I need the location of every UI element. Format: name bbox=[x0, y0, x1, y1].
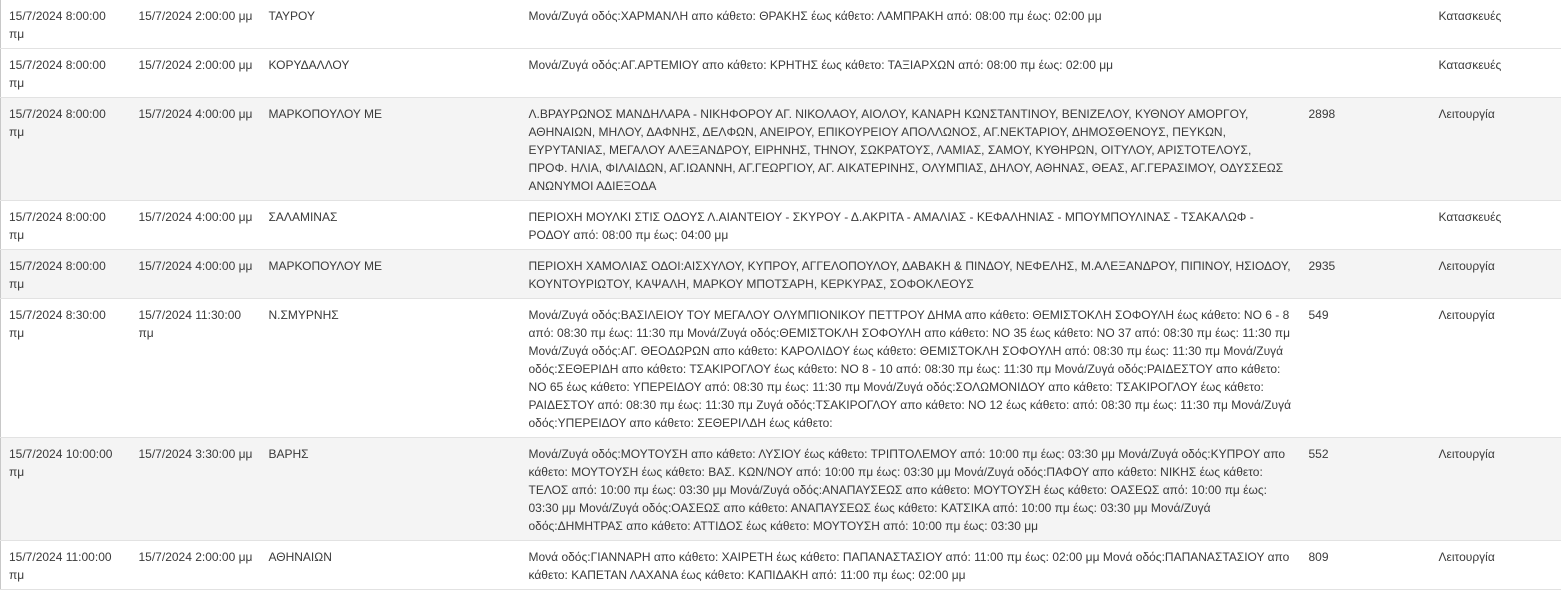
area-cell: ΚΟΡΥΔΑΛΛΟΥ bbox=[261, 49, 521, 98]
type-cell: Κατασκευές bbox=[1431, 201, 1561, 250]
description-cell: Μονά οδός:ΓΙΑΝΝΑΡΗ απο κάθετο: ΧΑΙΡΕΤΗ έως κάθετο: ΠΑΠΑΝΑΣΤΑΣΙΟΥ από: 11:00 πμ έως: 02:00 μμ Μονά οδός:ΠΑΠΑΝΑΣΤΑΣΙΟΥ απο κάθετο: ΚΑΠΕΤΑΝ ΛΑΧΑΝΑ έως κάθετο: ΚΑΠΙΔΑΚΗ από: 11:00 πμ έως: 02:00 μμ bbox=[521, 541, 1301, 590]
end-time-cell: 15/7/2024 2:00:00 μμ bbox=[131, 49, 261, 98]
start-time-cell: 15/7/2024 8:00:00 πμ bbox=[1, 0, 131, 49]
outage-table-body bbox=[1, 0, 1561, 590]
number-cell: 2898 bbox=[1301, 98, 1431, 201]
table-row bbox=[1, 438, 1561, 541]
description-cell: Μονά/Ζυγά οδός:ΑΓ.ΑΡΤΕΜΙΟΥ απο κάθετο: ΚΡΗΤΗΣ έως κάθετο: ΤΑΞΙΑΡΧΩΝ από: 08:00 πμ έως: 02:00 μμ bbox=[521, 49, 1301, 98]
number-cell bbox=[1301, 49, 1431, 98]
number-cell: 552 bbox=[1301, 438, 1431, 541]
area-cell: ΜΑΡΚΟΠΟΥΛΟΥ ΜΕ bbox=[261, 98, 521, 201]
area-cell: ΑΘΗΝΑΙΩΝ bbox=[261, 541, 521, 590]
end-time-cell: 15/7/2024 11:30:00 πμ bbox=[131, 299, 261, 438]
type-cell: Λειτουργία bbox=[1431, 250, 1561, 299]
table-row bbox=[1, 541, 1561, 590]
table-row bbox=[1, 299, 1561, 438]
area-cell: ΜΑΡΚΟΠΟΥΛΟΥ ΜΕ bbox=[261, 250, 521, 299]
type-cell: Λειτουργία bbox=[1431, 541, 1561, 590]
end-time-cell: 15/7/2024 4:00:00 μμ bbox=[131, 201, 261, 250]
type-cell: Κατασκευές bbox=[1431, 0, 1561, 49]
end-time-cell: 15/7/2024 2:00:00 μμ bbox=[131, 0, 261, 49]
type-cell: Λειτουργία bbox=[1431, 98, 1561, 201]
description-cell: Μονά/Ζυγά οδός:ΜΟΥΤΟΥΣΗ απο κάθετο: ΛΥΣΙΟΥ έως κάθετο: ΤΡΙΠΤΟΛΕΜΟΥ από: 10:00 πμ έως: 03:30 μμ Μονά/Ζυγά οδός:ΚΥΠΡΟΥ απο κάθετο: ΜΟΥΤΟΥΣΗ έως κάθετο: ΒΑΣ. ΚΩΝ/ΝΟΥ από: 10:00 πμ έως: 03:30 μμ Μονά/Ζυγά οδός:ΠΑΦΟΥ απο κάθετο: ΝΙΚΗΣ έως κάθετο: ΤΕΛΟΣ από: 10:00 πμ έως: 03:30 μμ Μονά/Ζυγά οδός:ΑΝΑΠΑΥΣΕΩΣ απο κάθετο: ΜΟΥΤΟΥΣΗ έως κάθετο: ΟΑΣΕΩΣ από: 10:00 πμ έως: 03:30 μμ Μονά/Ζυγά οδός:ΟΑΣΕΩΣ απο κάθετο: ΑΝΑΠΑΥΣΕΩΣ έως κάθετο: ΚΑΤΣΙΚΑ από: 10:00 πμ έως: 03:30 μμ Μονά/Ζυγά οδός:ΔΗΜΗΤΡΑΣ απο κάθετο: ΑΤΤΙΔΟΣ έως κάθετο: ΜΟΥΤΟΥΣΗ από: 10:00 πμ έως: 03:30 μμ bbox=[521, 438, 1301, 541]
number-cell: 809 bbox=[1301, 541, 1431, 590]
area-cell: ΤΑΥΡΟΥ bbox=[261, 0, 521, 49]
start-time-cell: 15/7/2024 10:00:00 πμ bbox=[1, 438, 131, 541]
start-time-cell: 15/7/2024 8:00:00 πμ bbox=[1, 201, 131, 250]
area-cell: ΒΑΡΗΣ bbox=[261, 438, 521, 541]
end-time-cell: 15/7/2024 4:00:00 μμ bbox=[131, 250, 261, 299]
type-cell: Λειτουργία bbox=[1431, 299, 1561, 438]
number-cell: 2935 bbox=[1301, 250, 1431, 299]
area-cell: ΣΑΛΑΜΙΝΑΣ bbox=[261, 201, 521, 250]
start-time-cell: 15/7/2024 11:00:00 πμ bbox=[1, 541, 131, 590]
end-time-cell: 15/7/2024 4:00:00 μμ bbox=[131, 98, 261, 201]
type-cell: Λειτουργία bbox=[1431, 438, 1561, 541]
end-time-cell: 15/7/2024 2:00:00 μμ bbox=[131, 541, 261, 590]
table-row bbox=[1, 49, 1561, 98]
number-cell bbox=[1301, 0, 1431, 49]
start-time-cell: 15/7/2024 8:00:00 πμ bbox=[1, 98, 131, 201]
description-cell: Μονά/Ζυγά οδός:ΧΑΡΜΑΝΛΗ απο κάθετο: ΘΡΑΚΗΣ έως κάθετο: ΛΑΜΠΡΑΚΗ από: 08:00 πμ έως: 02:00 μμ bbox=[521, 0, 1301, 49]
start-time-cell: 15/7/2024 8:30:00 πμ bbox=[1, 299, 131, 438]
table-row bbox=[1, 0, 1561, 49]
description-cell: ΠΕΡΙΟΧΗ ΜΟΥΛΚΙ ΣΤΙΣ ΟΔΟΥΣ Λ.ΑΙΑΝΤΕΙΟΥ - ΣΚΥΡΟΥ - Δ.ΑΚΡΙΤΑ - ΑΜΑΛΙΑΣ - ΚΕΦΑΛΗΝΙΑΣ - ΜΠΟΥΜΠΟΥΛΙΝΑΣ - ΤΣΑΚΑΛΩΦ - ΡΟΔΟΥ από: 08:00 πμ έως: 04:00 μμ bbox=[521, 201, 1301, 250]
description-cell: ΠΕΡΙΟΧΗ ΧΑΜΟΛΙΑΣ ΟΔΟΙ:ΑΙΣΧΥΛΟΥ, ΚΥΠΡΟΥ, ΑΓΓΕΛΟΠΟΥΛΟΥ, ΔΑΒΑΚΗ & ΠΙΝΔΟΥ, ΝΕΦΕΛΗΣ, Μ.ΑΛΕΞΑΝΔΡΟΥ, ΠΙΠΙΝΟΥ, ΗΣΙΟΔΟΥ, ΚΟΥΝΤΟΥΡΙΩΤΟΥ, ΚΑΨΑΛΗ, ΜΑΡΚΟΥ ΜΠΟΤΣΑΡΗ, ΚΕΡΚΥΡΑΣ, ΣΟΦΟΚΛΕΟΥΣ bbox=[521, 250, 1301, 299]
start-time-cell: 15/7/2024 8:00:00 πμ bbox=[1, 49, 131, 98]
description-cell: Μονά/Ζυγά οδός:ΒΑΣΙΛΕΙΟΥ ΤΟΥ ΜΕΓΑΛΟΥ ΟΛΥΜΠΙΟΝΙΚΟΥ ΠΕΤΤΡΟΥ ΔΗΜΑ απο κάθετο: ΘΕΜΙΣΤΟΚΛΗ ΣΟΦΟΥΛΗ έως κάθετο: ΝΟ 6 - 8 από: 08:30 πμ έως: 11:30 πμ Μονά/Ζυγά οδός:ΘΕΜΙΣΤΟΚΛΗ ΣΟΦΟΥΛΗ απο κάθετο: ΝΟ 35 έως κάθετο: ΝΟ 37 από: 08:30 πμ έως: 11:30 πμ Μονά/Ζυγά οδός:ΑΓ. ΘΕΟΔΩΡΩΝ απο κάθετο: ΚΑΡΟΛΙΔΟΥ έως κάθετο: ΘΕΜΙΣΤΟΚΛΗ ΣΟΦΟΥΛΗ από: 08:30 πμ έως: 11:30 πμ Μονά/Ζυγά οδός:ΣΕΘΕΡΙΔΗ απο κάθετο: ΤΣΑΚΙΡΟΓΛΟΥ έως κάθετο: ΝΟ 8 - 10 από: 08:30 πμ έως: 11:30 πμ Μονά/Ζυγά οδός:ΡΑΙΔΕΣΤΟΥ απο κάθετο: ΝΟ 65 έως κάθετο: ΥΠΕΡΕΙΔΟΥ από: 08:30 πμ έως: 11:30 πμ Μονά/Ζυγά οδός:ΣΟΛΩΜΟΝΙΔΟΥ απο κάθετο: ΤΣΑΚΙΡΟΓΛΟΥ έως κάθετο: ΡΑΙΔΕΣΤΟΥ από: 08:30 πμ έως: 11:30 πμ Ζυγά οδός:ΤΣΑΚΙΡΟΓΛΟΥ απο κάθετο: ΝΟ 12 έως κάθετο: από: 08:30 πμ έως: 11:30 πμ Μονά/Ζυγά οδός:ΥΠΕΡΕΙΔΟΥ απο κάθετο: ΣΕΘΕΡΙΛΔΗ έως κάθετο: bbox=[521, 299, 1301, 438]
table-row bbox=[1, 201, 1561, 250]
number-cell: 549 bbox=[1301, 299, 1431, 438]
end-time-cell: 15/7/2024 3:30:00 μμ bbox=[131, 438, 261, 541]
number-cell bbox=[1301, 201, 1431, 250]
table-row bbox=[1, 98, 1561, 201]
type-cell: Κατασκευές bbox=[1431, 49, 1561, 98]
description-cell: Λ.ΒΡΑΥΡΩΝΟΣ ΜΑΝΔΗΛΑΡΑ - ΝΙΚΗΦΟΡΟΥ ΑΓ. ΝΙΚΟΛΑΟΥ, ΑΙΟΛΟΥ, ΚΑΝΑΡΗ ΚΩΝΣΤΑΝΤΙΝΟΥ, ΒΕΝΙΖΕΛΟΥ, ΚΥΘΝΟΥ ΑΜΟΡΓΟΥ, ΑΘΗΝΑΙΩΝ, ΜΗΛΟΥ, ΔΑΦΝΗΣ, ΔΕΛΦΩΝ, ΑΝΕΙΡΟΥ, ΕΠΙΚΟΥΡΕΙΟΥ ΑΠΟΛΛΩΝΟΣ, ΑΓ.ΝΕΚΤΑΡΙΟΥ, ΔΗΜΟΣΘΕΝΟΥΣ, ΠΕΥΚΩΝ, ΕΥΡΥΤΑΝΙΑΣ, ΜΕΓΑΛΟΥ ΑΛΕΞΑΝΔΡΟΥ, ΕΙΡΗΝΗΣ, ΤΗΝΟΥ, ΣΩΚΡΑΤΟΥΣ, ΛΑΜΙΑΣ, ΣΑΜΟΥ, ΚΥΘΗΡΩΝ, ΟΙΤΥΛΟΥ, ΑΡΙΣΤΟΤΕΛΟΥΣ, ΠΡΟΦ. ΗΛΙΑ, ΦΙΛΑΙΔΩΝ, ΑΓ.ΙΩΑΝΝΗ, ΑΓ.ΓΕΩΡΓΙΟΥ, ΑΓ. ΑΙΚΑΤΕΡΙΝΗΣ, ΟΛΥΜΠΙΑΣ, ΔΗΛΟΥ, ΑΘΗΝΑΣ, ΘΕΑΣ, ΑΓ.ΓΕΡΑΣΙΜΟΥ, ΟΔΥΣΣΕΩΣ ΑΝΩΝΥΜΟΙ ΑΔΙΕΞΟΔΑ bbox=[521, 98, 1301, 201]
area-cell: Ν.ΣΜΥΡΝΗΣ bbox=[261, 299, 521, 438]
table-row bbox=[1, 250, 1561, 299]
start-time-cell: 15/7/2024 8:00:00 πμ bbox=[1, 250, 131, 299]
